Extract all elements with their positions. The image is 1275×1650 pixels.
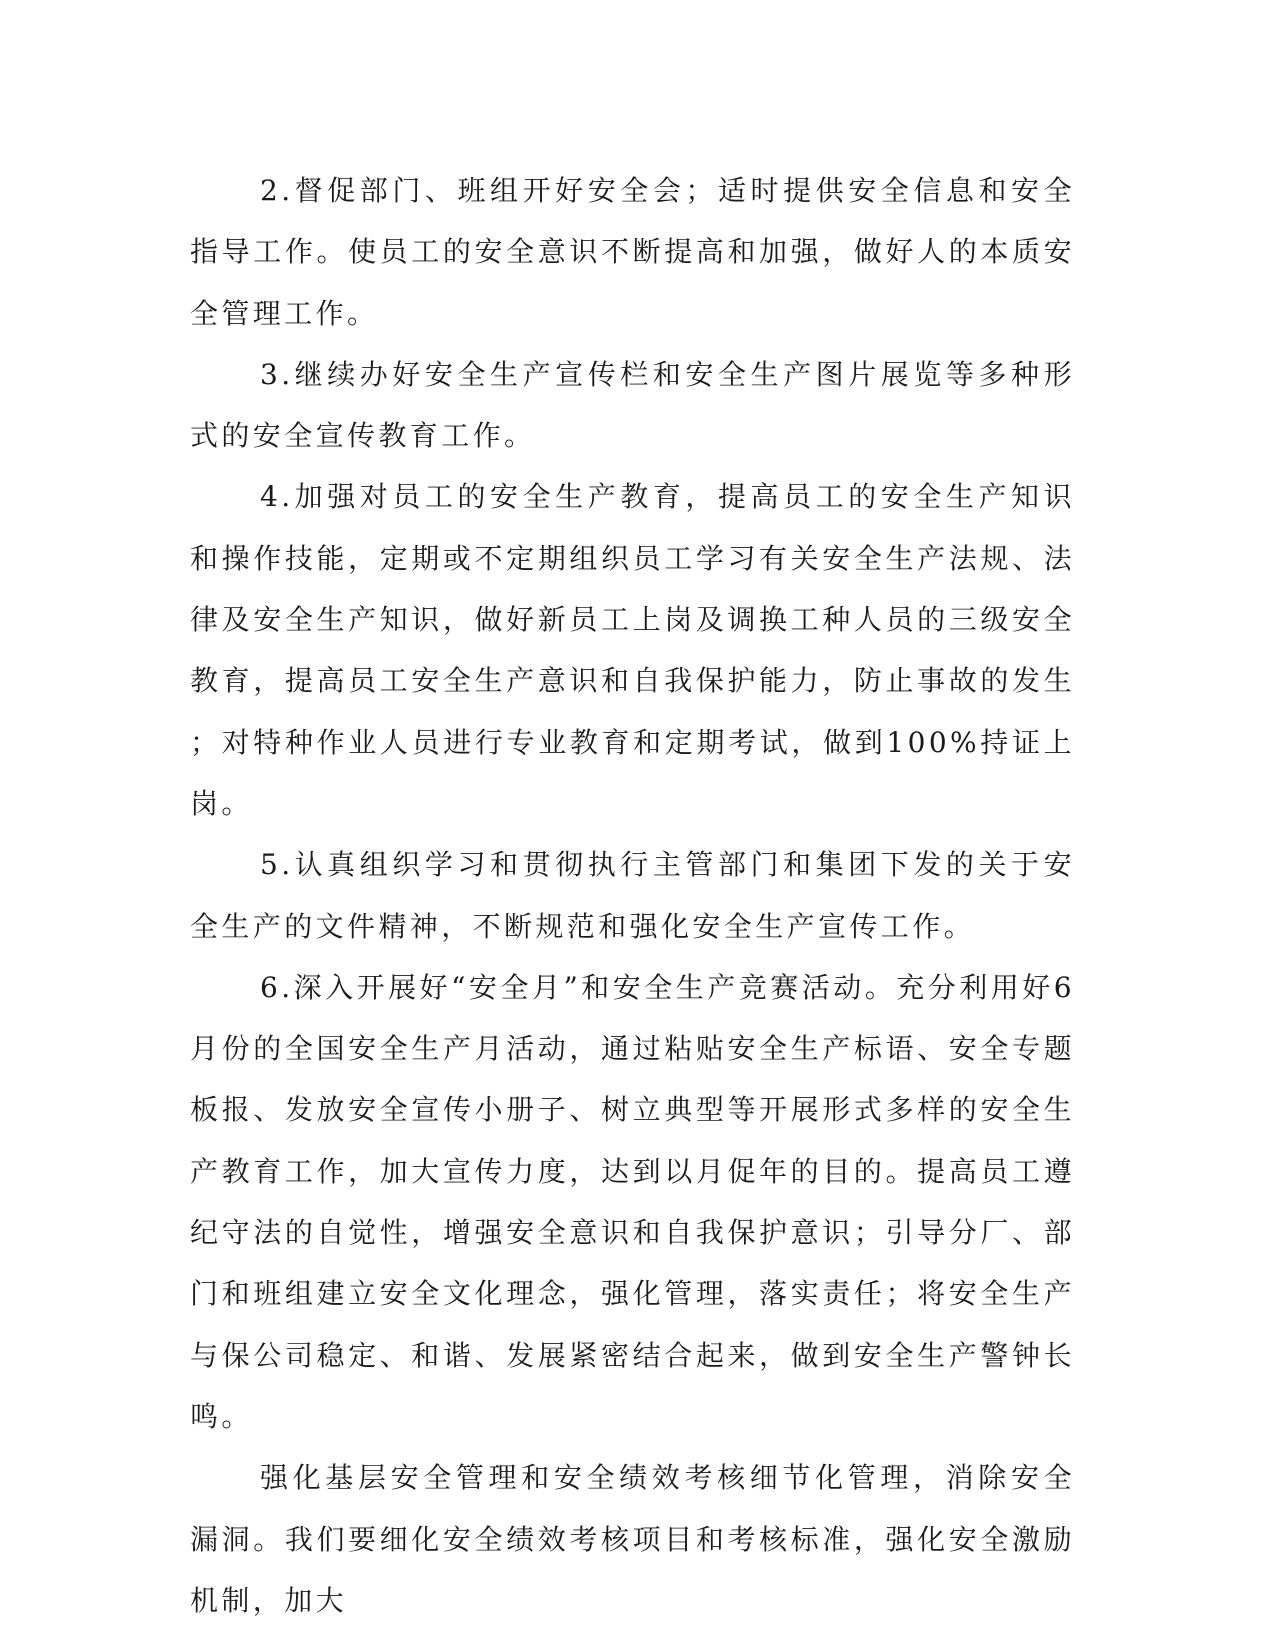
paragraph-item-4: 4.加强对员工的安全生产教育，提高员工的安全生产知识和操作技能，定期或不定期组织员工学习有关安全生产法规、法律及安全生产知识，做好新员工上岗及调换工种人员的三级安全教育，提高员工安全生产意识和自我保护能力，防止事故的发生；对特种作业人员进行专业教育和定期考试，做到100%持证上岗。 [190,480,1075,820]
paragraph-grassroots-safety: 强化基层安全管理和安全绩效考核细节化管理，消除安全漏洞。我们要细化安全绩效考核项目和考核标准，强化安全激励机制，加大 [190,1461,1075,1617]
paragraph-item-5: 5.认真组织学习和贯彻执行主管部门和集团下发的关于安全生产的文件精神，不断规范和强化安全生产宣传工作。 [190,848,1075,943]
document-body [190,160,1075,1631]
paragraph-item-6: 6.深入开展好“安全月”和安全生产竞赛活动。充分利用好6月份的全国安全生产月活动，通过粘贴安全生产标语、安全专题板报、发放安全宣传小册子、树立典型等开展形式多样的安全生产教育工作，加大宣传力度，达到以月促年的目的。提高员工遵纪守法的自觉性，增强安全意识和自我保护意识；引导分厂、部门和班组建立安全文化理念，强化管理，落实责任；将安全生产与保公司稳定、和谐、发展紧密结合起来，做到安全生产警钟长鸣。 [190,970,1075,1433]
paragraph-item-3: 3.继续办好安全生产宣传栏和安全生产图片展览等多种形式的安全宣传教育工作。 [190,357,1075,453]
paragraph-item-2: 2.督促部门、班组开好安全会；适时提供安全信息和安全指导工作。使员工的安全意识不断提高和加强，做好人的本质安全管理工作。 [190,174,1075,330]
